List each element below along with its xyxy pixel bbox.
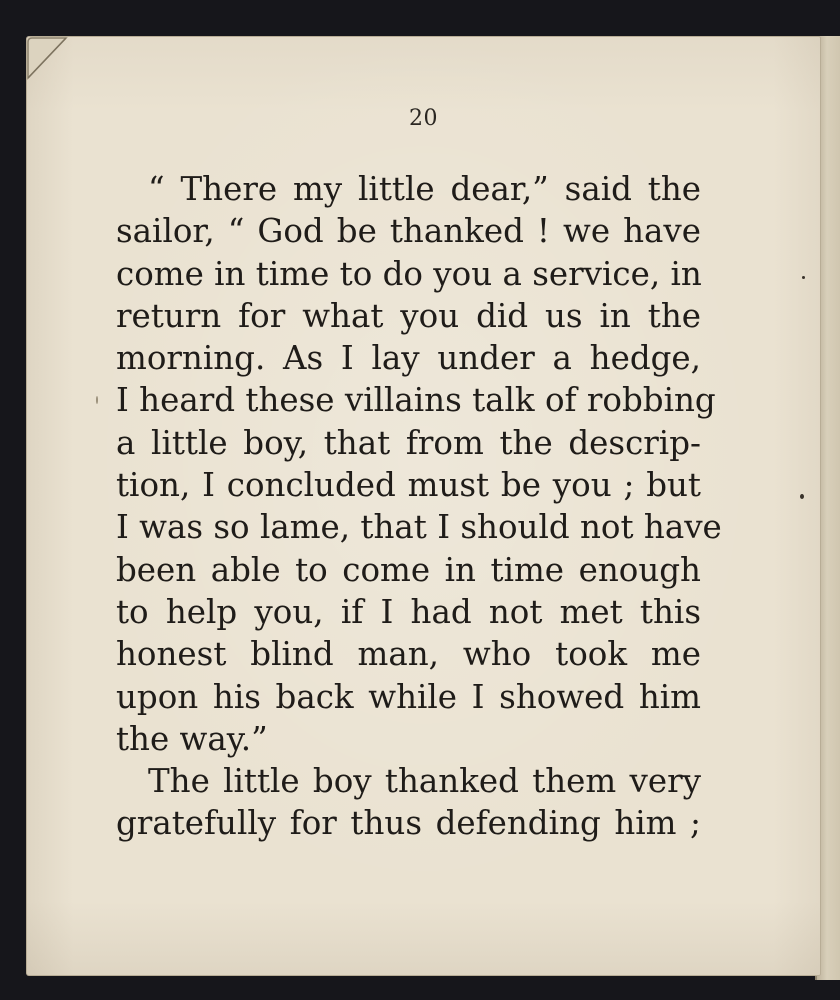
- text-line: a little boy, that from the descrip-: [116, 423, 701, 462]
- text-line: “ There my little dear,” said the: [148, 170, 701, 208]
- text-line: sailor, “ God be thanked ! we have: [116, 212, 701, 251]
- text-line: honest blind man, who took me: [116, 635, 701, 674]
- body-text: [116, 168, 722, 845]
- text-line: I was so lame, that I should not have: [116, 508, 722, 547]
- text-line: upon his back while I showed him: [116, 677, 701, 716]
- text-line: to help you, if I had not met this: [116, 592, 701, 631]
- text-line: come in time to do you a service, in: [116, 254, 702, 293]
- page-number: 20: [409, 106, 438, 131]
- ink-speck: [96, 396, 98, 404]
- book-page: [26, 36, 821, 976]
- text-line: been able to come in time enough: [116, 550, 701, 589]
- text-line: gratefully for thus defending him ;: [116, 804, 701, 843]
- text-line: the way.”: [116, 719, 268, 758]
- text-line: tion, I concluded must be you ; but: [116, 466, 701, 505]
- text-line: return for what you did us in the: [116, 296, 701, 335]
- ink-speck: [802, 276, 805, 279]
- text-line: morning. As I lay under a hedge,: [116, 339, 701, 378]
- text-line: The little boy thanked them very: [148, 762, 701, 801]
- ink-speck: [800, 494, 804, 499]
- text-line: I heard these villains talk of robbing: [116, 381, 716, 420]
- folded-corner-icon: [26, 36, 70, 80]
